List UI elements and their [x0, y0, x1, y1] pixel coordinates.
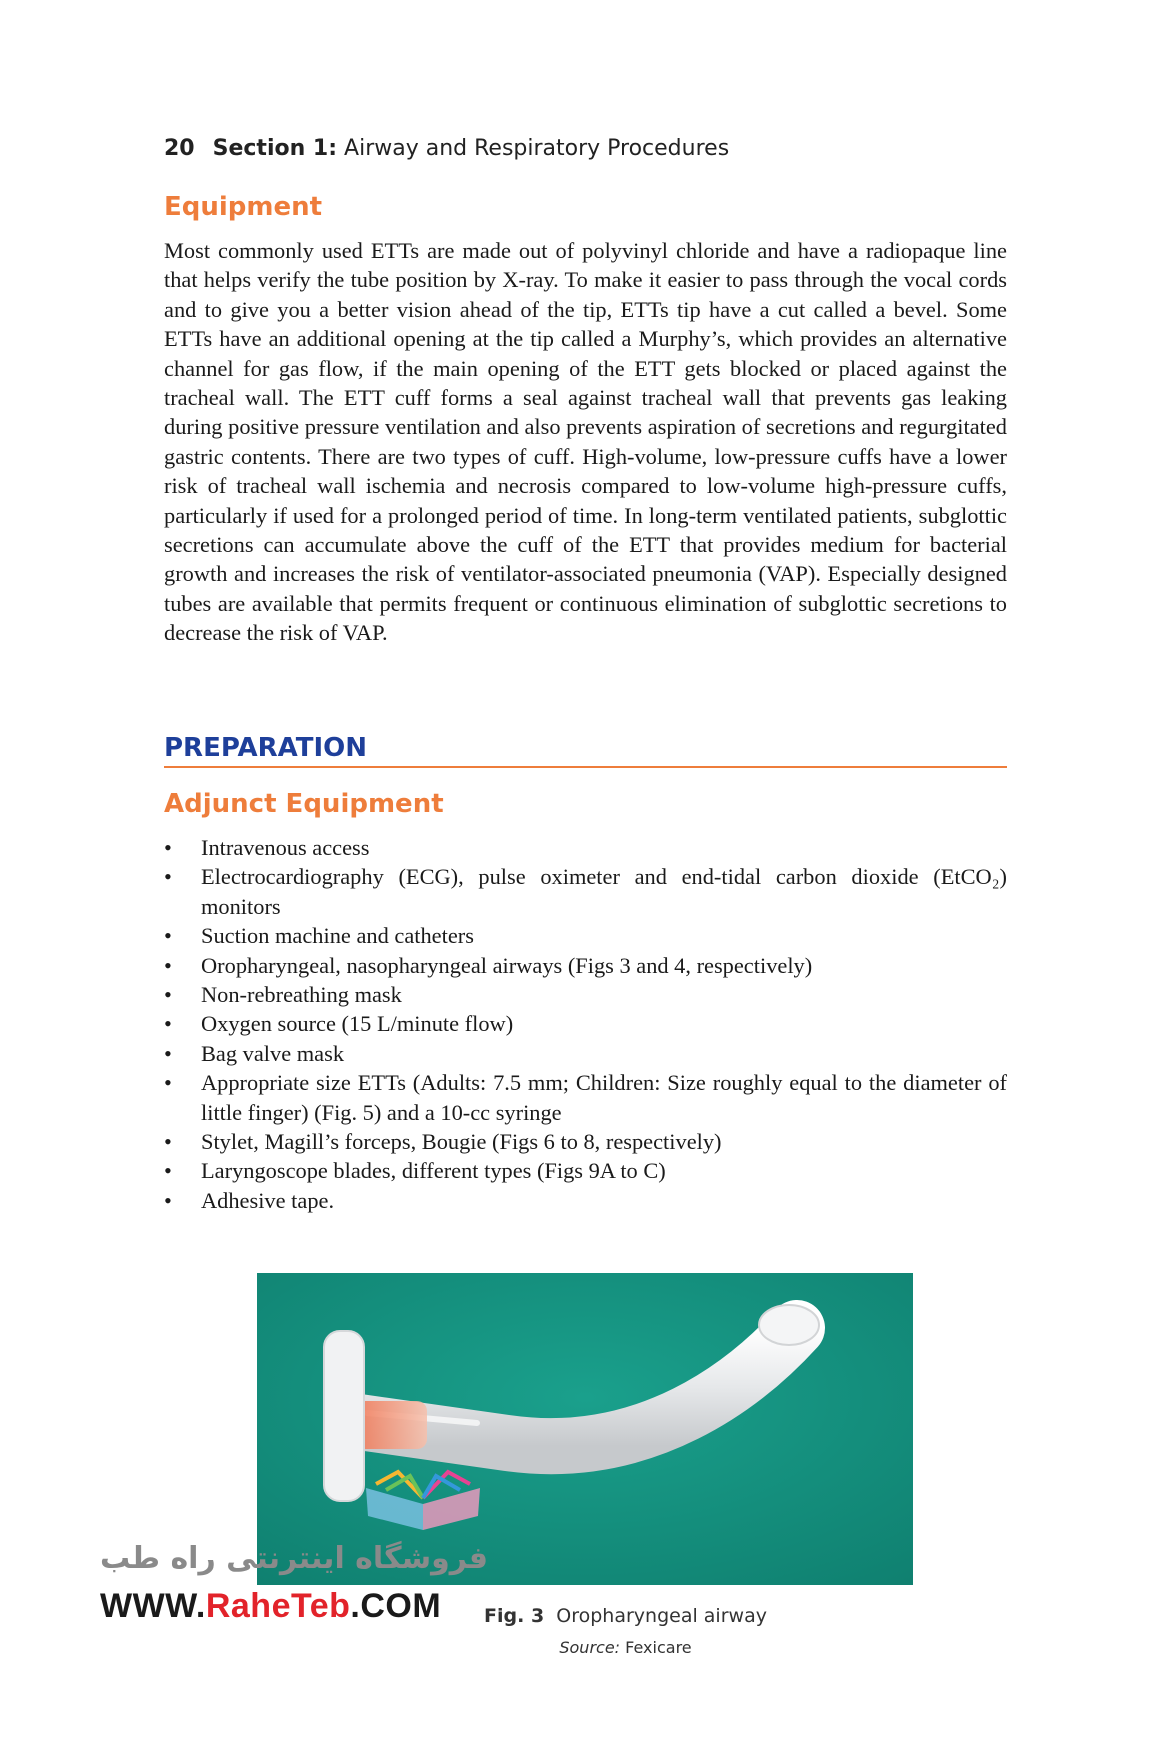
book-logo-icon [358, 1468, 488, 1538]
list-item [164, 921, 1007, 950]
figure-source [0, 1638, 1161, 1657]
list-item-text: Electrocardiography (ECG), pulse oximeter and end-tidal carbon dioxide (EtCO₂) monitors [201, 864, 1007, 919]
page-number: 20 [164, 136, 195, 161]
bullet-icon: • [164, 835, 172, 860]
list-item [164, 1127, 1007, 1156]
watermark-url-prefix: WWW. [100, 1587, 206, 1625]
list-item-text: Stylet, Magill’s forceps, Bougie (Figs 6 to 8, respectively) [201, 1129, 722, 1155]
list-item-text: Appropriate size ETTs (Adults: 7.5 mm; Children: Size roughly equal to the diameter of little finger) (Fig. 5) and a 10-cc syringe [201, 1070, 1007, 1125]
equipment-heading: Equipment [164, 192, 323, 222]
list-item [164, 951, 1007, 980]
bullet-icon: • [164, 864, 172, 890]
figure-source-label: Source: [559, 1638, 621, 1657]
section-title: Airway and Respiratory Procedures [344, 136, 730, 161]
adjunct-equipment-list [164, 833, 1007, 1215]
list-item-text: Non-rebreathing mask [201, 982, 402, 1008]
figure-caption-text: Oropharyngeal airway [556, 1605, 767, 1627]
bullet-icon: • [164, 982, 172, 1008]
list-item [164, 1156, 1007, 1185]
figure-source-text: Fexicare [625, 1638, 692, 1657]
list-item [164, 1186, 1007, 1215]
bullet-icon: • [164, 1129, 172, 1155]
watermark-url-suffix: .COM [350, 1587, 442, 1625]
preparation-rule [164, 766, 1007, 768]
oropharyngeal-airway-image [257, 1273, 913, 1585]
list-item [164, 1009, 1007, 1038]
bullet-icon: • [164, 1040, 172, 1066]
list-item [164, 1039, 1007, 1068]
list-item [164, 1068, 1007, 1127]
list-item-text: Oropharyngeal, nasopharyngeal airways (Figs 3 and 4, respectively) [201, 952, 813, 978]
bullet-icon: • [164, 1011, 172, 1037]
list-item-text: Adhesive tape. [201, 1187, 335, 1213]
list-item-text: Suction machine and catheters [201, 923, 474, 949]
airway-tip [759, 1305, 819, 1345]
list-item-text: Laryngoscope blades, different types (Figs 9A to C) [201, 1158, 666, 1184]
oropharyngeal-airway-figure [257, 1273, 913, 1585]
preparation-heading: PREPARATION [164, 733, 368, 763]
bullet-icon: • [164, 1158, 172, 1184]
watermark-url-brand: RaheTeb [205, 1587, 351, 1625]
bullet-icon: • [164, 1187, 172, 1213]
figure-caption [0, 1605, 1161, 1627]
list-item [164, 833, 1007, 862]
bullet-icon: • [164, 923, 172, 949]
bullet-icon: • [164, 1070, 172, 1096]
running-header [164, 136, 729, 161]
list-item [164, 980, 1007, 1009]
list-item [164, 862, 1007, 921]
watermark-persian-text: فروشگاه اینترنتی راه طب [100, 1541, 489, 1576]
figure-label: Fig. 3 [484, 1605, 545, 1627]
section-label: Section 1: [212, 136, 338, 161]
adjunct-equipment-heading: Adjunct Equipment [164, 789, 444, 819]
bullet-icon: • [164, 952, 172, 978]
list-item-text: Bag valve mask [201, 1040, 345, 1066]
equipment-paragraph: Most commonly used ETTs are made out of polyvinyl chloride and have a radiopaque line that helps verify the tube position by X-ray. To make it easier to pass through the vocal cords and to give you a better vision ahead of the tip, ETTs tip have a cut called a bevel. Some ETTs have an additional opening at the tip called a Murphy’s, which provides an alternative channel for gas flow, if the main opening of the ETT gets blocked or placed against the tracheal wall. The ETT cuff forms a seal against tracheal wall that prevents gas leaking during positive pressure ventilation and also prevents aspiration of secretions and regurgitated gastric contents. There are two types of cuff. High-volume, low-pressure cuffs have a lower risk of tracheal wall ischemia and necrosis compared to low-volume high-pressure cuffs, particularly if used for a prolonged period of time. In long-term ventilated patients, subglottic secretions can accumulate above the cuff of the ETT that provides medium for bacterial growth and increases the risk of ventilator-associated pneumonia (VAP). Especially designed tubes are available that permits frequent or continuous elimination of subglottic secretions to decrease the risk of VAP. [164, 238, 1007, 646]
list-item-text: Oxygen source (15 L/minute flow) [201, 1011, 514, 1037]
list-item-text: Intravenous access [201, 835, 370, 860]
